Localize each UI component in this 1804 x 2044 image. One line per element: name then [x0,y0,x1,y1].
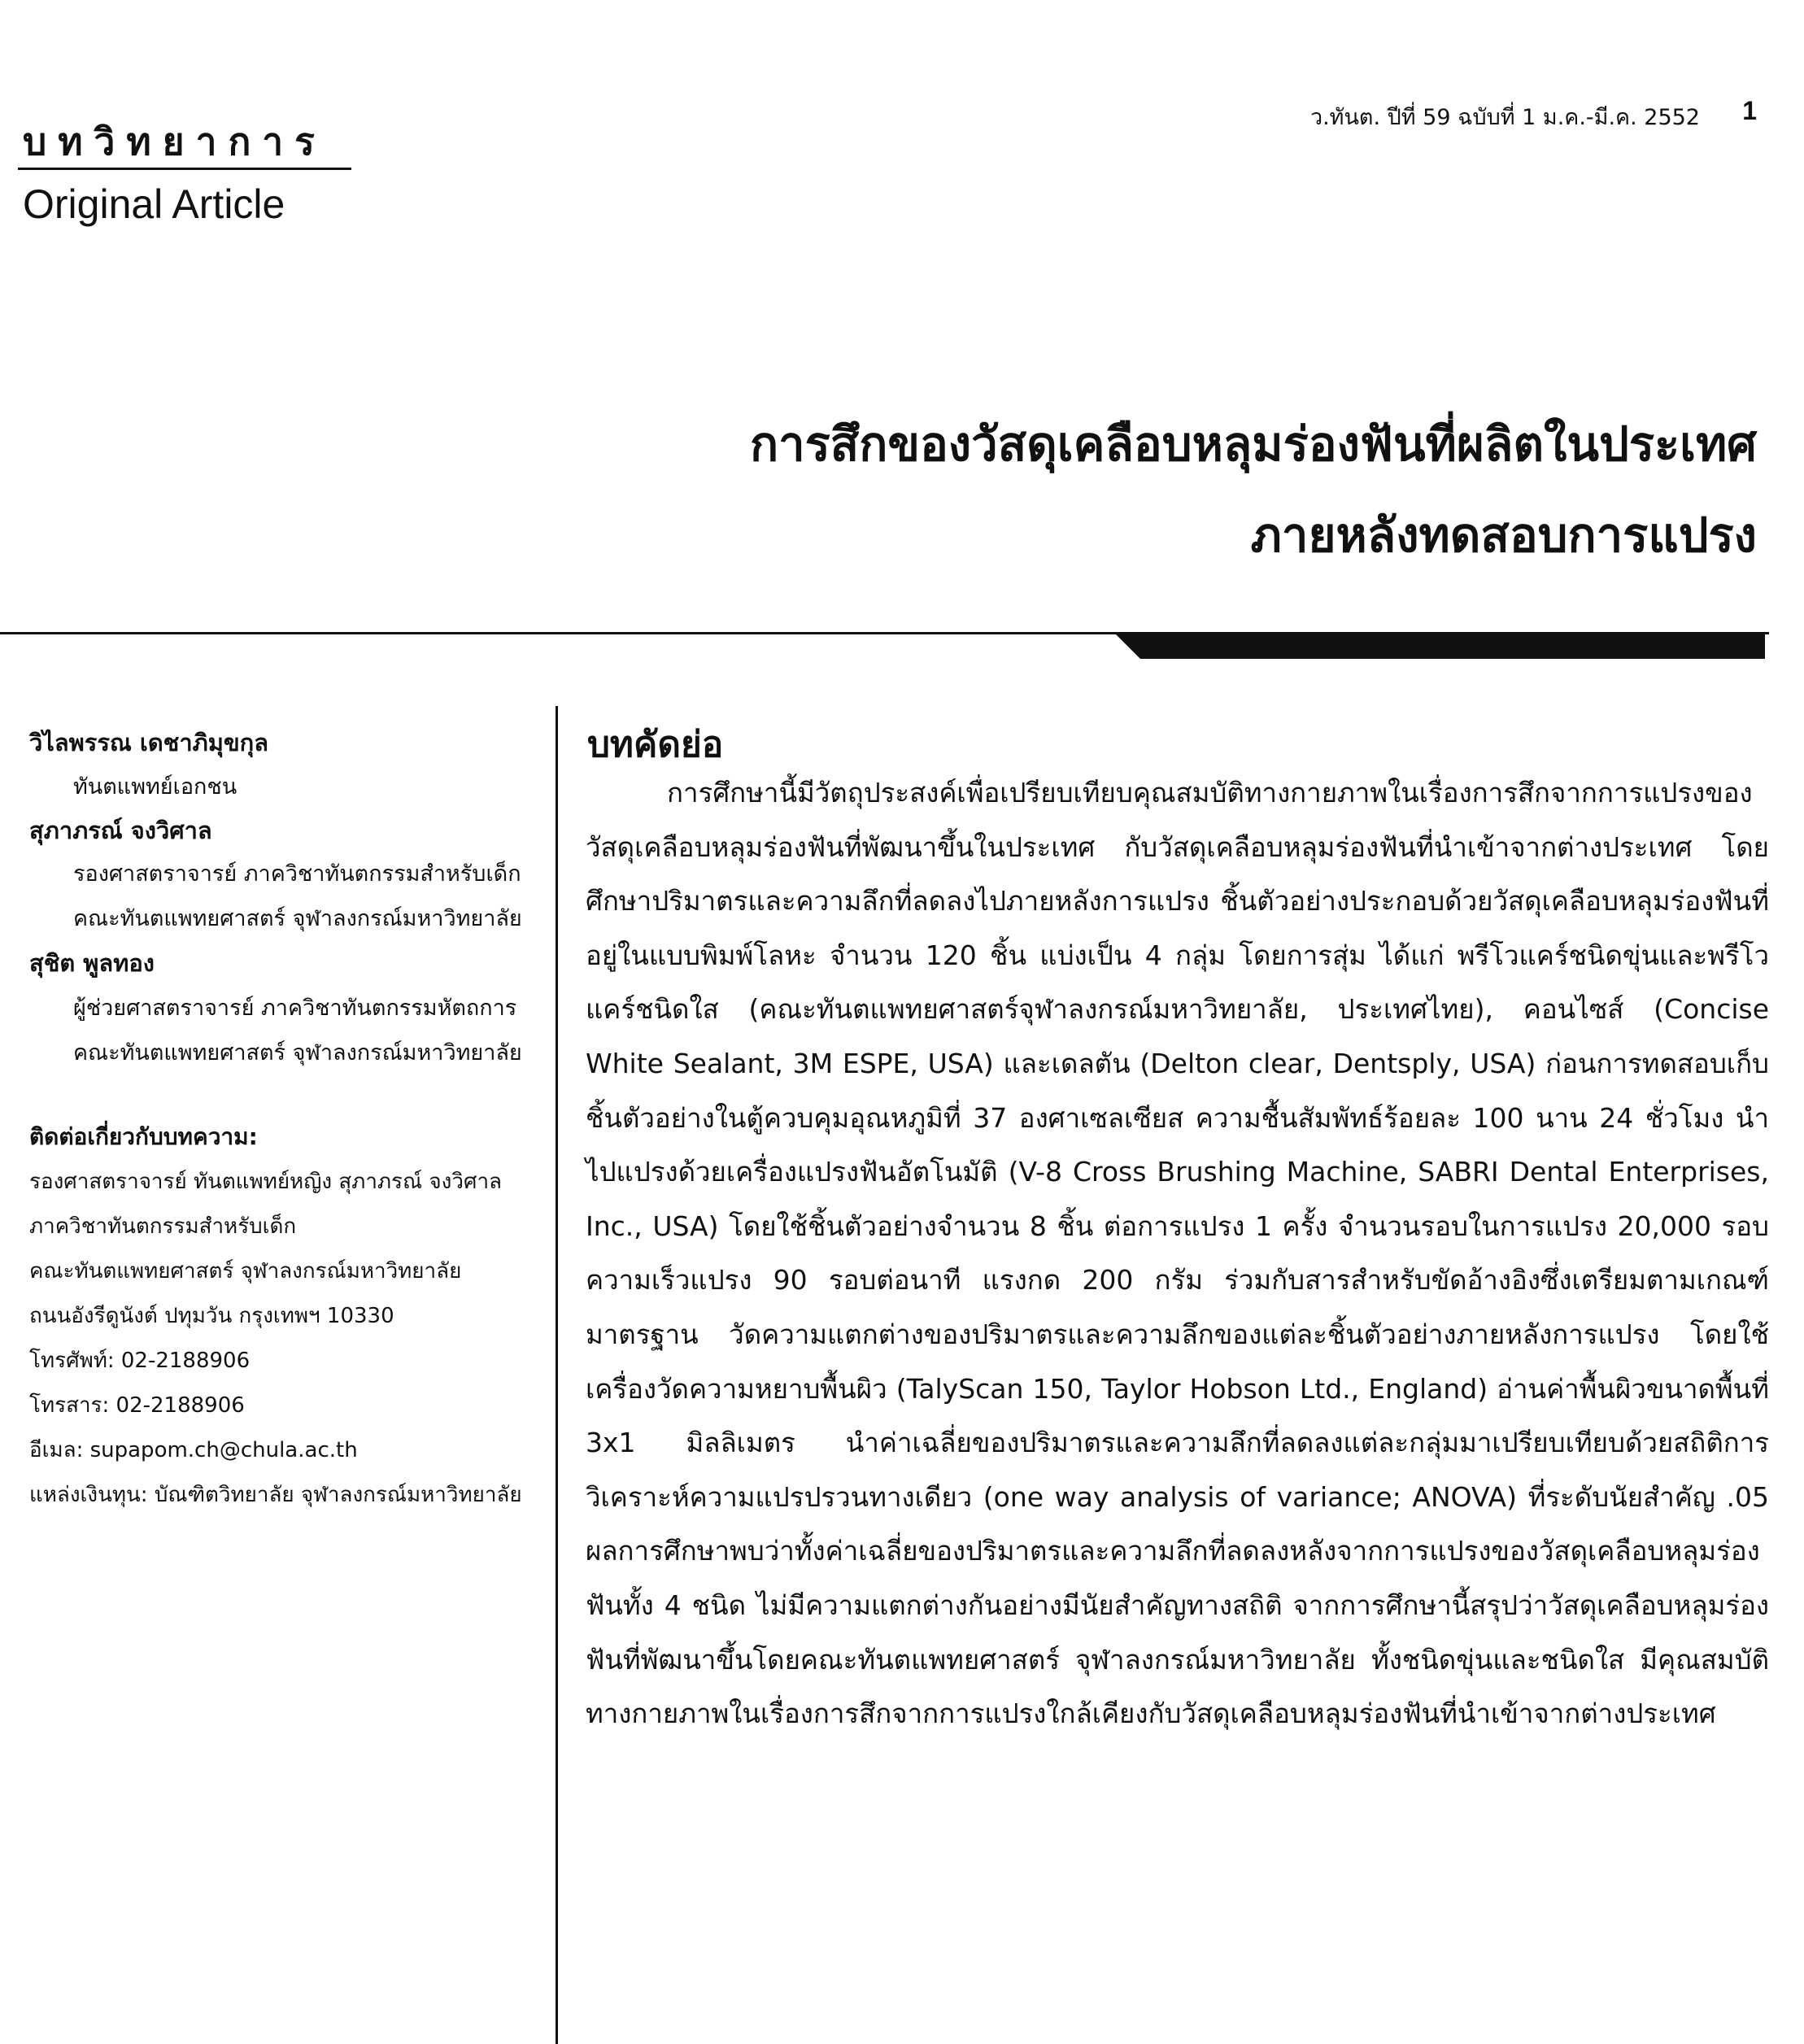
contact-line: ถนนอังรีดูนังต์ ปทุมวัน กรุงเทพฯ 10330 [29,1304,394,1328]
author-affiliation: รองศาสตราจารย์ ภาควิชาทันตกรรมสำหรับเด็ก [73,861,521,887]
title-divider-wedge [1114,633,1765,659]
page-number: 1 [1742,96,1757,125]
author-name: วิไลพรรณ เดชาภิมุขกุล [29,729,269,756]
contact-funding: แหล่งเงินทุน: บัณฑิตวิทยาลัย จุฬาลงกรณ์มหาวิทยาลัย [29,1483,522,1507]
contact-line: คณะทันตแพทยศาสตร์ จุฬาลงกรณ์มหาวิทยาลัย [29,1259,462,1283]
contact-heading: ติดต่อเกี่ยวกับบทความ: [29,1123,258,1150]
author-affiliation: คณะทันตแพทยศาสตร์ จุฬาลงกรณ์มหาวิทยาลัย [73,906,522,931]
article-title-line-2: ภายหลังทดสอบการแปรง [1250,508,1757,563]
abstract-body: การศึกษานี้มีวัตถุประสงค์เพื่อเปรียบเทียบคุณสมบัติทางกายภาพในเรื่องการสึกจากการแปรงของวัสดุเคลือบหลุมร่องฟันที่พัฒนาขึ้นในประเทศ กับวัสดุเคลือบหลุมร่องฟันที่นำเข้าจากต่างประเทศ โดยศึกษาปริมาตรและความลึกที่ลดลงไปภายหลังการแปรง ชิ้นตัวอย่างประกอบด้วยวัสดุเคลือบหลุมร่องฟันที่อยู่ในแบบพิมพ์โลหะ จำนวน 120 ชิ้น แบ่งเป็น 4 กลุ่ม โดยการสุ่ม ได้แก่ พรีโวแคร์ชนิดขุ่นและพรีโวแคร์ชนิดใส (คณะทันตแพทยศาสตร์จุฬาลงกรณ์มหาวิทยาลัย, ประเทศไทย), คอนไซส์ (Concise White Sealant, 3M ESPE, USA) และเดลตัน (Delton clear, Dentsply, USA) ก่อนการทดสอบเก็บชิ้นตัวอย่างในตู้ควบคุมอุณหภูมิที่ 37 องศาเซลเซียส ความชื้นสัมพัทธ์ร้อยละ 100 นาน 24 ชั่วโมง นำไปแปรงด้วยเครื่องแปรงฟันอัตโนมัติ (V-8 Cross Brushing Machine, SABRI Dental Enterprises, Inc., USA) โดยใช้ชิ้นตัวอย่างจำนวน 8 ชิ้น ต่อการแปรง 1 ครั้ง จำนวนรอบในการแปรง 20,000 รอบ ความเร็วแปรง 90 รอบต่อนาที แรงกด 200 กรัม ร่วมกับสารสำหรับขัดอ้างอิงซึ่งเตรียมตามเกณฑ์มาตรฐาน วัดความแตกต่างของปริมาตรและความลึกของแต่ละชิ้นตัวอย่างภายหลังการแปรง โดยใช้เครื่องวัดความหยาบพื้นผิว (TalyScan 150, Taylor Hobson Ltd., England) อ่านค่าพื้นผิวขนาดพื้นที่ 3x1 มิลลิเมตร นำค่าเฉลี่ยของปริมาตรและความลึกที่ลดลงแต่ละกลุ่มมาเปรียบเทียบด้วยสถิติการวิเคราะห์ความแปรปรวนทางเดียว (one way analysis of variance; ANOVA) ที่ระดับนัยสำคัญ .05 ผลการศึกษาพบว่าทั้งค่าเฉลี่ยของปริมาตรและความลึกที่ลดลงหลังจากการแปรงของวัสดุเคลือบหลุมร่องฟันทั้ง 4 ชนิด ไม่มีความแตกต่างกันอย่างมีนัยสำคัญทางสถิติ จากการศึกษานี้สรุปว่าวัสดุเคลือบหลุมร่องฟันที่พัฒนาขึ้นโดยคณะทันตแพทยศาสตร์ จุฬาลงกรณ์มหาวิทยาลัย ทั้งชนิดขุ่นและชนิดใส มีคุณสมบัติทางกายภาพในเรื่องการสึกจากการแปรงใกล้เคียงกับวัสดุเคลือบหลุมร่องฟันที่นำเข้าจากต่างประเทศ [586,777,1769,1730]
section-label-english: Original Article [23,181,285,227]
contact-email: อีเมล: supapom.ch@chula.ac.th [29,1438,358,1462]
contact-phone: โทรศัพท์: 02-2188906 [29,1349,251,1373]
author-affiliation: คณะทันตแพทยศาสตร์ จุฬาลงกรณ์มหาวิทยาลัย [73,1040,522,1066]
section-label-underline [18,168,351,170]
journal-reference: ว.ทันต. ปีที่ 59 ฉบับที่ 1 ม.ค.-มี.ค. 2552 [1309,105,1700,130]
section-label-thai: บทวิทยาการ [23,120,326,163]
column-divider [556,706,558,2044]
author-name: สุชิต พูลทอง [29,949,155,977]
author-affiliation: ผู้ช่วยศาสตราจารย์ ภาควิชาทันตกรรมหัตถการ [73,996,517,1021]
contact-line: ภาควิชาทันตกรรมสำหรับเด็ก [29,1214,297,1239]
contact-fax: โทรสาร: 02-2188906 [29,1393,245,1418]
abstract-heading: บทคัดย่อ [587,724,724,765]
author-name: สุภาภรณ์ จงวิศาล [29,817,212,844]
author-affiliation: ทันตแพทย์เอกชน [73,774,237,800]
contact-line: รองศาสตราจารย์ ทันตแพทย์หญิง สุภาภรณ์ จงวิศาล [29,1170,502,1194]
article-title-line-1: การสึกของวัสดุเคลือบหลุมร่องฟันที่ผลิตในประเทศ [749,416,1757,472]
article-title [293,399,1757,581]
